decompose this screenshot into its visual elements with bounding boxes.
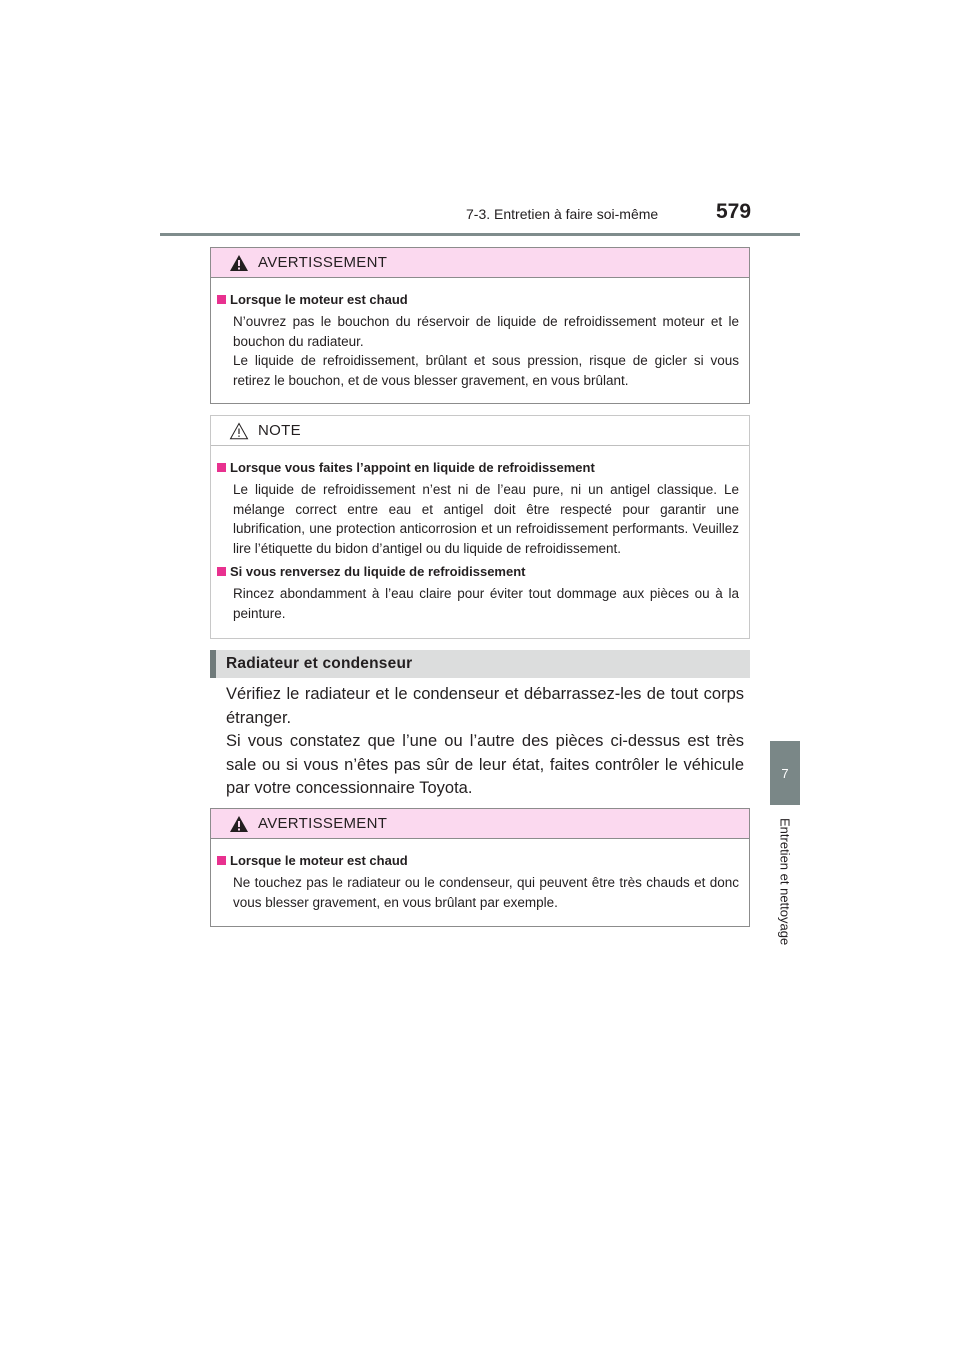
caution-triangle-outline-icon bbox=[229, 422, 249, 440]
paragraph: Le liquide de refroidissement, brûlant et sous pression, risque de gicler si vous retirez le bouchon, et de vous blesser gravement, en vous brûlant. bbox=[233, 353, 739, 388]
note-box bbox=[210, 415, 750, 639]
warning-header bbox=[211, 809, 749, 839]
section-heading: Radiateur et condenseur bbox=[226, 655, 413, 672]
paragraph: Vérifiez le radiateur et le condenseur et débarrassez-les de tout corps étranger. bbox=[226, 685, 744, 727]
chapter-tab-label: Entretien et nettoyage bbox=[777, 818, 793, 946]
warning-box bbox=[210, 808, 750, 927]
paragraph: Ne touchez pas le radiateur ou le condenseur, qui peuvent être très chauds et donc vous blesser gravement, en vous brûlant par exemple. bbox=[233, 875, 739, 910]
heading-accent bbox=[210, 650, 216, 678]
paragraph: N’ouvrez pas le bouchon du réservoir de liquide de refroidissement moteur et le bouchon du radiateur. bbox=[233, 314, 739, 349]
warning-heading: AVERTISSEMENT bbox=[258, 254, 388, 271]
warning-header bbox=[211, 248, 749, 278]
note-header bbox=[211, 416, 749, 446]
warning-heading: AVERTISSEMENT bbox=[258, 815, 388, 832]
warning-item-text bbox=[233, 312, 739, 390]
warning-item-title: Lorsque le moteur est chaud bbox=[217, 853, 739, 868]
note-item-title: Lorsque vous faites l’appoint en liquide de refroidissement bbox=[217, 460, 739, 475]
section-body bbox=[226, 683, 744, 801]
warning-item-title: Lorsque le moteur est chaud bbox=[217, 292, 739, 307]
warning-box bbox=[210, 247, 750, 404]
square-bullet-icon bbox=[217, 463, 226, 472]
section-heading-bar bbox=[210, 650, 750, 678]
warning-triangle-icon bbox=[229, 815, 249, 833]
chapter-tab: 7 bbox=[770, 741, 800, 805]
warning-item-text bbox=[233, 873, 739, 912]
page-number: 579 bbox=[716, 200, 752, 223]
note-item-title: Si vous renversez du liquide de refroidissement bbox=[217, 564, 739, 579]
warning-triangle-icon bbox=[229, 254, 249, 272]
square-bullet-icon bbox=[217, 295, 226, 304]
paragraph: Rincez abondamment à l’eau claire pour éviter tout dommage aux pièces ou à la peinture. bbox=[233, 586, 739, 621]
note-heading: NOTE bbox=[258, 422, 301, 439]
square-bullet-icon bbox=[217, 567, 226, 576]
running-header-section: 7-3. Entretien à faire soi-même bbox=[466, 206, 659, 222]
square-bullet-icon bbox=[217, 856, 226, 865]
note-item-text bbox=[233, 480, 739, 558]
note-item-text bbox=[233, 584, 739, 623]
paragraph: Si vous constatez que l’une ou l’autre des pièces ci-dessus est très sale ou si vous n’êtes pas sûr de leur état, faites contrôler le véhicule par votre concessionnaire Toyota. bbox=[226, 732, 744, 797]
header-divider bbox=[160, 233, 800, 236]
paragraph: Le liquide de refroidissement n’est ni de l’eau pure, ni un antigel classique. Le mélange correct entre eau et antigel doit être respecté pour garantir une lubrification, une protection anticorrosion et un refroidissement performants. Veuillez lire l’étiquette du bidon d’antigel ou du liquide de refroidissement. bbox=[233, 482, 739, 556]
